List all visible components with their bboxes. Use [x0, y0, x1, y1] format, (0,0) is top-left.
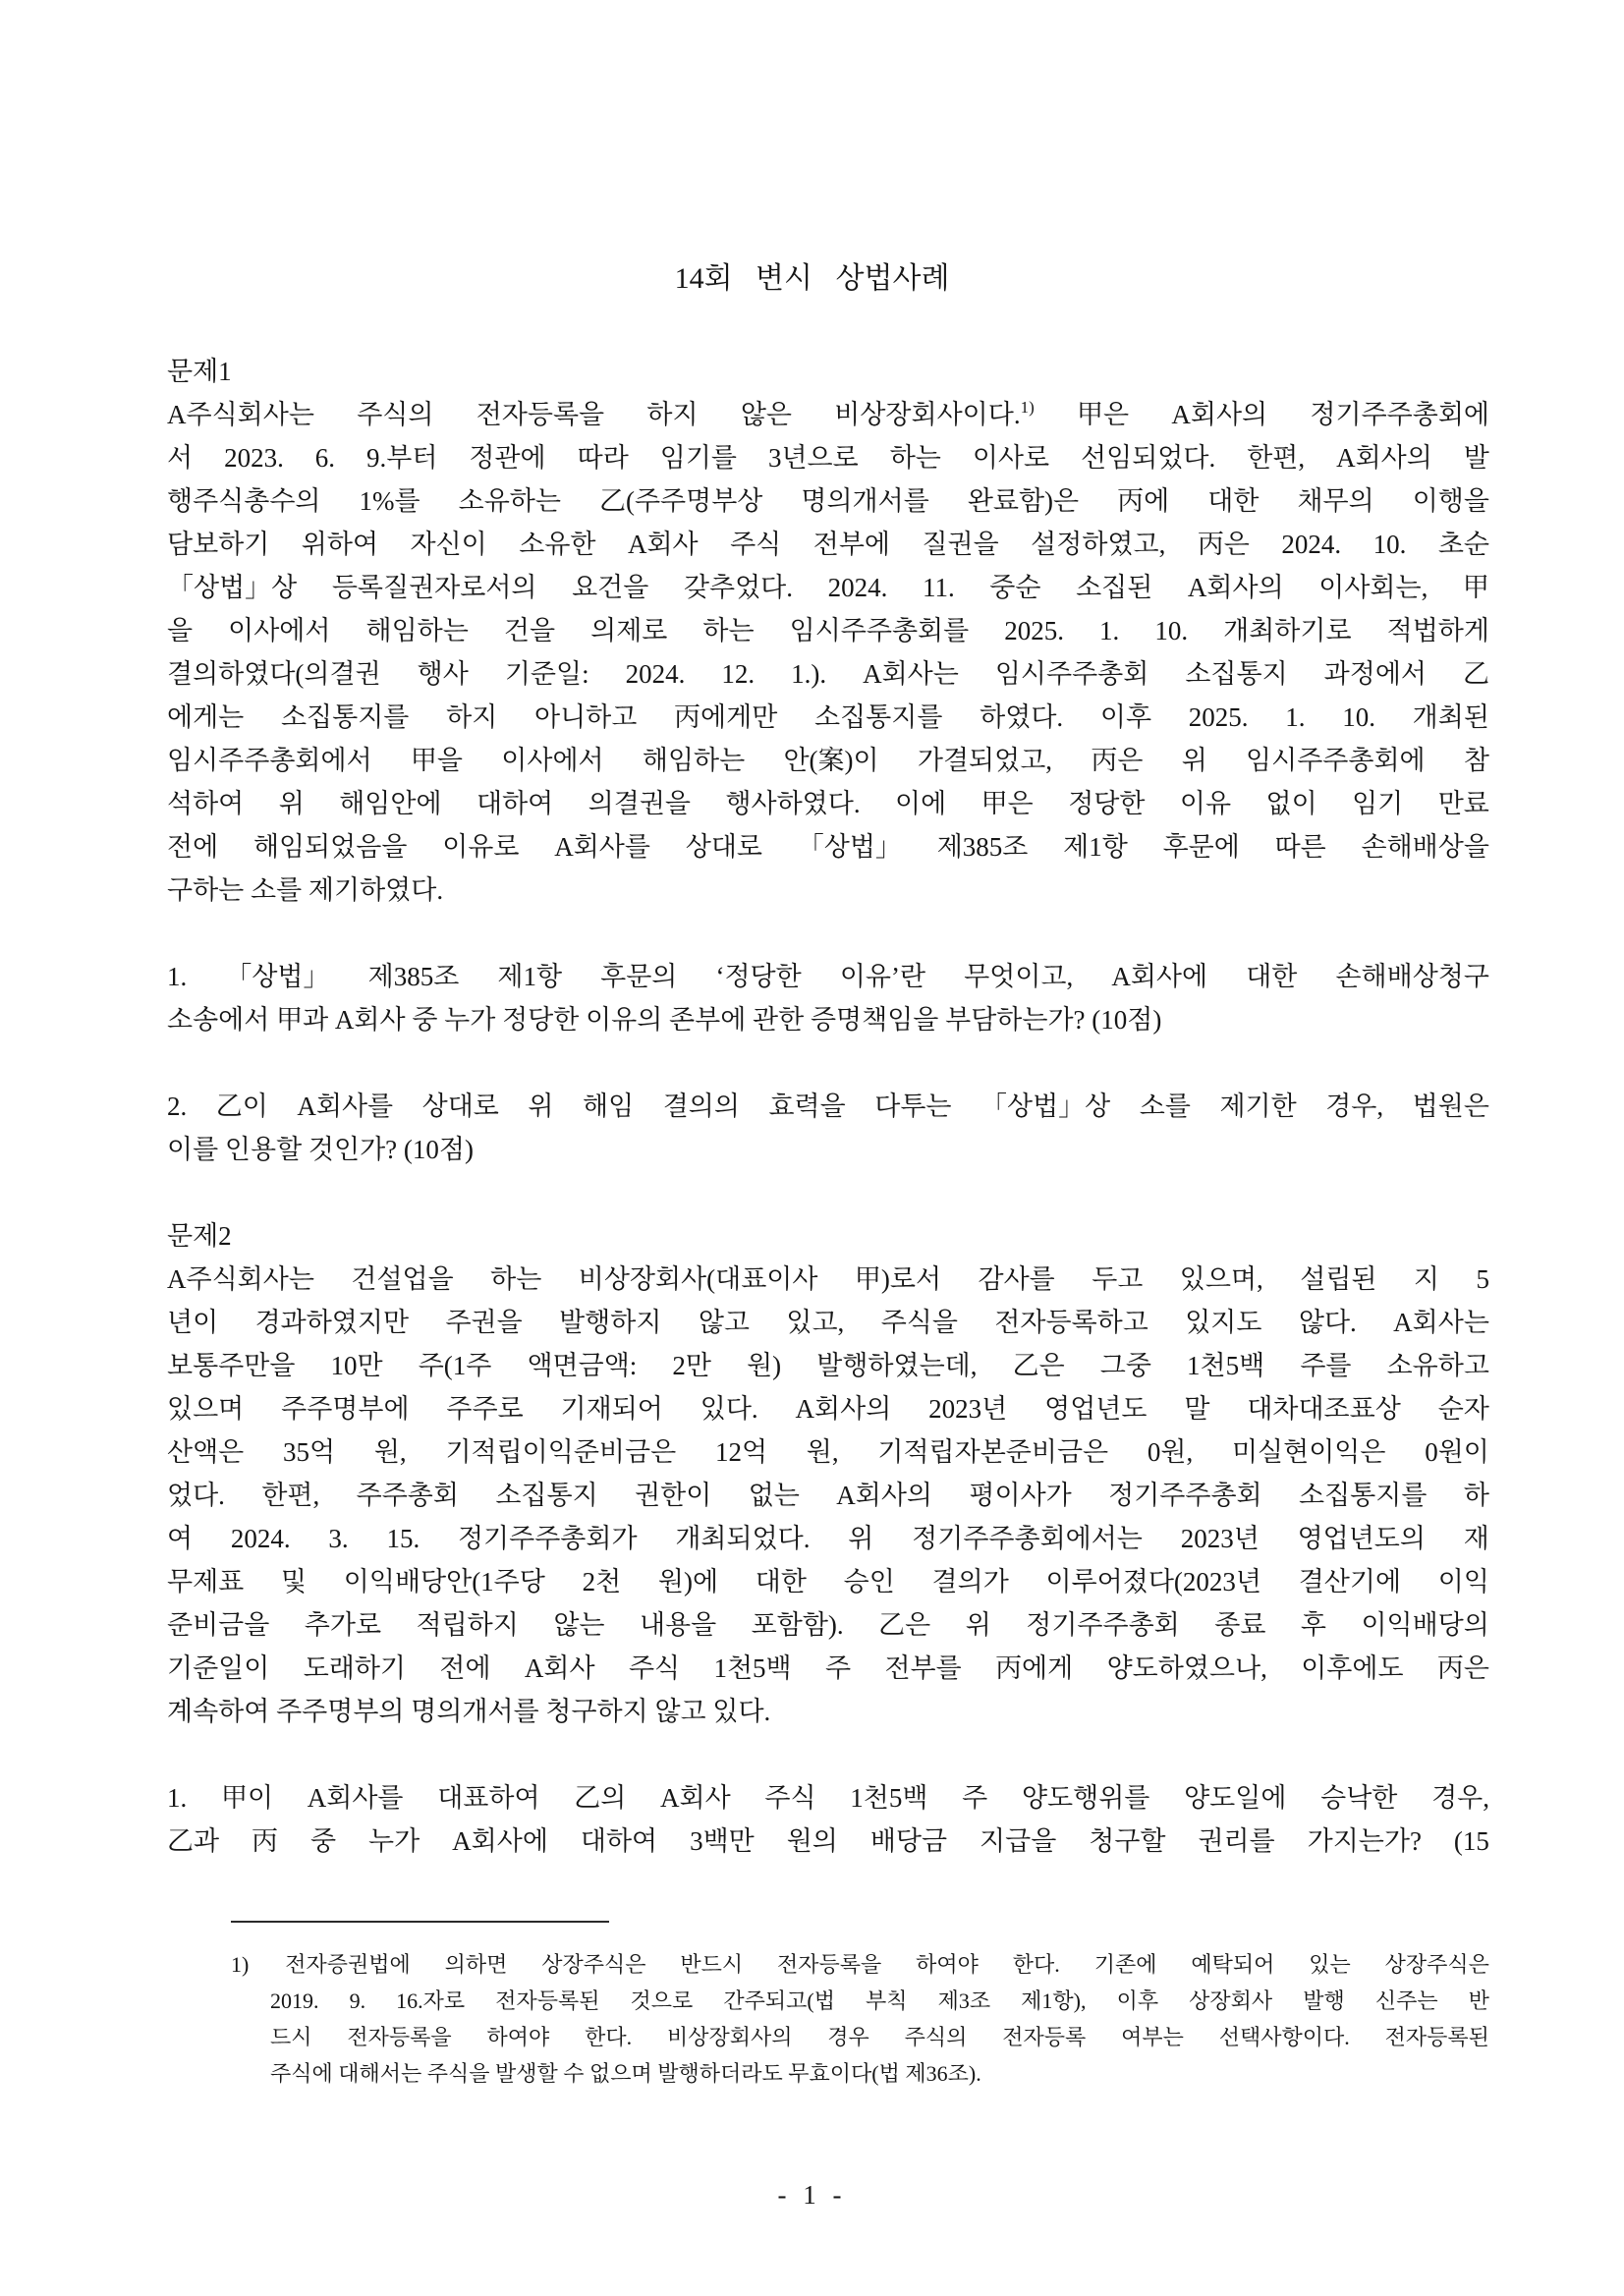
problem-2-case: [167, 1258, 1489, 1733]
text-line: 담보하기 위하여 자신이 소유한 A회사 주식 전부에 질권을 설정하였고, 丙은 2024. 10. 초순: [167, 530, 1489, 559]
text-line: 문제2: [167, 1221, 232, 1251]
text-line: A주식회사는 건설업을 하는 비상장회사(대표이사 甲)로서 감사를 두고 있으며, 설립된 지 5: [167, 1264, 1489, 1294]
page-title: 14회 변시 상법사례: [674, 262, 950, 295]
text-line: 여 2024. 3. 15. 정기주주총회가 개최되었다. 위 정기주주총회에서는 2023년 영업년도의 재: [167, 1524, 1489, 1553]
text-line: 을 이사에서 해임하는 건을 의제로 하는 임시주주총회를 2025. 1. 10. 개최하기로 적법하게: [167, 616, 1489, 645]
text-line: 었다. 한편, 주주총회 소집통지 권한이 없는 A회사의 평이사가 정기주주총회 소집통지를 하: [167, 1481, 1489, 1510]
problem-2-heading: [167, 1214, 1489, 1258]
text-line: 기준일이 도래하기 전에 A회사 주식 1천5백 주 전부를 丙에게 양도하였으나, 이후에도 丙은: [167, 1653, 1489, 1683]
footnote-marker: 1): [231, 1952, 250, 1977]
text-line: 구하는 소를 제기하였다.: [167, 875, 444, 905]
text-line: 문제1: [167, 357, 232, 386]
footnote-lines: [231, 1946, 1489, 2092]
problem-1-question-1: [167, 955, 1489, 1041]
footnote-ref: 1): [1020, 398, 1035, 417]
footnote-line: 2019. 9. 16.자로 전자등록된 것으로 간주되고(법 부칙 제3조 제1항), 이후 상장회사 발행 신주는 반: [270, 1988, 1489, 2013]
text-line: 전에 해임되었음을 이유로 A회사를 상대로 「상법」 제385조 제1항 후문에 따른 손해배상을: [167, 832, 1489, 862]
problem-1-heading: [167, 350, 1489, 393]
text-line: 년이 경과하였지만 주권을 발행하지 않고 있고, 주식을 전자등록하고 있지도 않다. A회사는: [167, 1308, 1489, 1337]
footnote-separator: [231, 1921, 609, 1923]
problem-2-question-1: [167, 1776, 1489, 1863]
text-line: 1. 「상법」 제385조 제1항 후문의 ‘정당한 이유’란 무엇이고, A회사에 대한 손해배상청구: [167, 962, 1489, 991]
text-line: 이를 인용할 것인가? (10점): [167, 1135, 474, 1164]
text-line: 「상법」상 등록질권자로서의 요건을 갖추었다. 2024. 11. 중순 소집된 A회사의 이사회는, 甲: [167, 573, 1489, 602]
problem-1-case: [167, 393, 1489, 912]
text-line: 에게는 소집통지를 하지 아니하고 丙에게만 소집통지를 하였다. 이후 2025. 1. 10. 개최된: [167, 702, 1489, 732]
text-line: 계속하여 주주명부의 명의개서를 청구하지 않고 있다.: [167, 1697, 771, 1726]
text-line: 행주식총수의 1%를 소유하는 乙(주주명부상 명의개서를 완료함)은 丙에 대한 채무의 이행을: [167, 486, 1489, 516]
text-line: 서 2023. 6. 9.부터 정관에 따라 임기를 3년으로 하는 이사로 선임되었다. 한편, A회사의 발: [167, 443, 1489, 473]
footnote-line: 드시 전자등록을 하여야 한다. 비상장회사의 경우 주식의 전자등록 여부는 선택사항이다. 전자등록된: [270, 2025, 1489, 2049]
page-number: - 1 -: [777, 2180, 847, 2210]
text-line: 산액은 35억 원, 기적립이익준비금은 12억 원, 기적립자본준비금은 0원, 미실현이익은 0원이: [167, 1437, 1489, 1467]
text-line: 1. 甲이 A회사를 대표하여 乙의 A회사 주식 1천5백 주 양도행위를 양도일에 승낙한 경우,: [167, 1783, 1489, 1813]
text-line: 乙과 丙 중 누가 A회사에 대하여 3백만 원의 배당금 지급을 청구할 권리를 가지는가? (15: [167, 1826, 1489, 1856]
text-line: 2. 乙이 A회사를 상대로 위 해임 결의의 효력을 다투는 「상법」상 소를 제기한 경우, 법원은: [167, 1092, 1489, 1121]
text-line: 소송에서 甲과 A회사 중 누가 정당한 이유의 존부에 관한 증명책임을 부담하는가? (10점): [167, 1005, 1162, 1035]
text-line: A주식회사는 주식의 전자등록을 하지 않은 비상장회사이다.$^{1)}$ 甲은 A회사의 정기주주총회에: [167, 398, 1489, 429]
text-line: 결의하였다(의결권 행사 기준일: 2024. 12. 1.). A회사는 임시주주총회 소집통지 과정에서 乙: [167, 659, 1489, 689]
footnote-area: [231, 1921, 1489, 2092]
text-line: 준비금을 추가로 적립하지 않는 내용을 포함함). 乙은 위 정기주주총회 종료 후 이익배당의: [167, 1610, 1489, 1640]
text-line: 석하여 위 해임안에 대하여 의결권을 행사하였다. 이에 甲은 정당한 이유 없이 임기 만료: [167, 789, 1489, 818]
document-content: [167, 350, 1489, 1863]
text-line: 있으며 주주명부에 주주로 기재되어 있다. A회사의 2023년 영업년도 말 대차대조표상 순자: [167, 1394, 1489, 1424]
text-line: 보통주만을 10만 주(1주 액면금액: 2만 원) 발행하였는데, 乙은 그중 1천5백 주를 소유하고: [167, 1351, 1489, 1380]
text-line: 임시주주총회에서 甲을 이사에서 해임하는 안(案)이 가결되었고, 丙은 위 임시주주총회에 참: [167, 746, 1489, 775]
problem-1-question-2: [167, 1085, 1489, 1171]
footnote-line: 1) 전자증권법에 의하면 상장주식은 반드시 전자등록을 하여야 한다. 기존에 예탁되어 있는 상장주식은: [231, 1946, 1489, 1983]
text-line: 무제표 및 이익배당안(1주당 2천 원)에 대한 승인 결의가 이루어졌다(2023년 결산기에 이익: [167, 1567, 1489, 1596]
footnote-line: 주식에 대해서는 주식을 발생할 수 없으며 발행하더라도 무효이다(법 제36조).: [270, 2061, 981, 2086]
